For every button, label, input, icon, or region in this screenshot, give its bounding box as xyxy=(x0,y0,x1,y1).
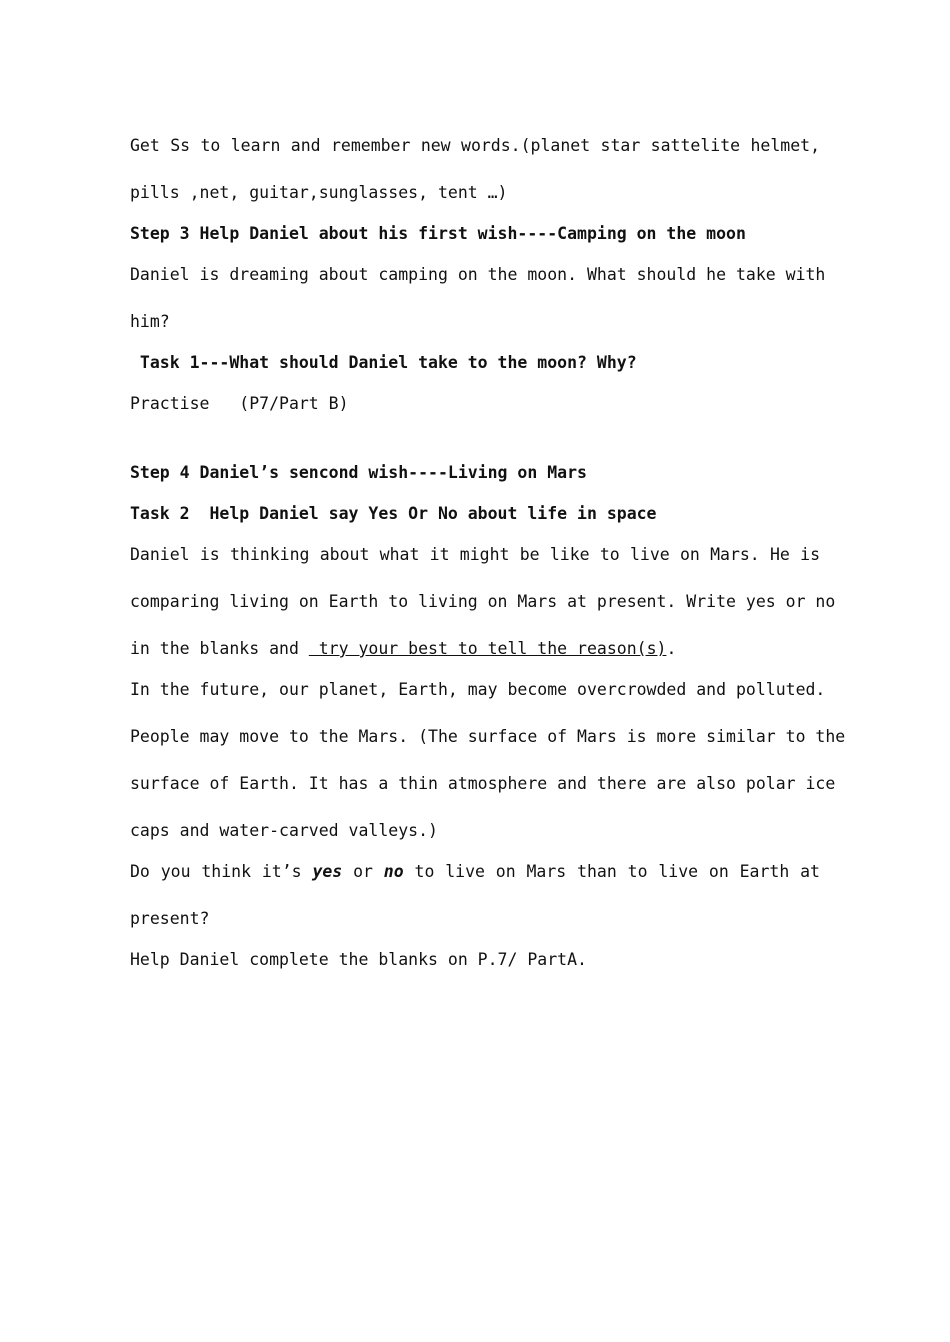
task1-heading: Task 1---What should Daniel take to the moon? Why? xyxy=(130,353,637,372)
question-line-1 xyxy=(130,861,820,883)
question-text-start: Do you think it’s xyxy=(130,862,313,881)
task2-line-2: comparing living on Earth to living on Mars at present. Write yes or no xyxy=(130,592,836,611)
step3-line-1: Daniel is dreaming about camping on the moon. What should he take with xyxy=(130,265,826,284)
step4-heading: Step 4 Daniel’s sencond wish----Living on Mars xyxy=(130,463,587,482)
vocab-line-1: Get Ss to learn and remember new words.(planet star sattelite helmet, xyxy=(130,136,820,155)
no-emphasis: no xyxy=(383,862,404,881)
question-text-end: to live on Mars than to live on Earth at xyxy=(403,862,820,881)
final-instruction: Help Daniel complete the blanks on P.7/ PartA. xyxy=(130,950,587,969)
vocab-line-2: pills ,net, guitar,sunglasses, tent …) xyxy=(130,183,508,202)
practise-line: Practise (P7/Part B) xyxy=(130,394,349,413)
task2-line-3-text: in the blanks and xyxy=(130,639,309,658)
question-line-2: present? xyxy=(130,909,210,928)
task2-heading: Task 2 Help Daniel say Yes Or No about life in space xyxy=(130,504,657,523)
future-line-2: People may move to the Mars. (The surface of Mars is more similar to the xyxy=(130,727,846,746)
future-line-1: In the future, our planet, Earth, may become overcrowded and polluted. xyxy=(130,680,826,699)
question-or: or xyxy=(342,862,384,881)
step3-heading: Step 3 Help Daniel about his first wish----Camping on the moon xyxy=(130,224,746,243)
future-line-3: surface of Earth. It has a thin atmosphere and there are also polar ice xyxy=(130,774,836,793)
task2-line-3 xyxy=(130,638,820,660)
task2-line-3-period: . xyxy=(666,639,677,658)
future-line-4: caps and water-carved valleys.) xyxy=(130,821,438,840)
step3-line-2: him? xyxy=(130,312,170,331)
task2-line-1: Daniel is thinking about what it might be like to live on Mars. He is xyxy=(130,545,820,564)
reason-underlined-text: try your best to tell the reason(s) xyxy=(308,639,667,658)
yes-emphasis: yes xyxy=(312,862,343,881)
